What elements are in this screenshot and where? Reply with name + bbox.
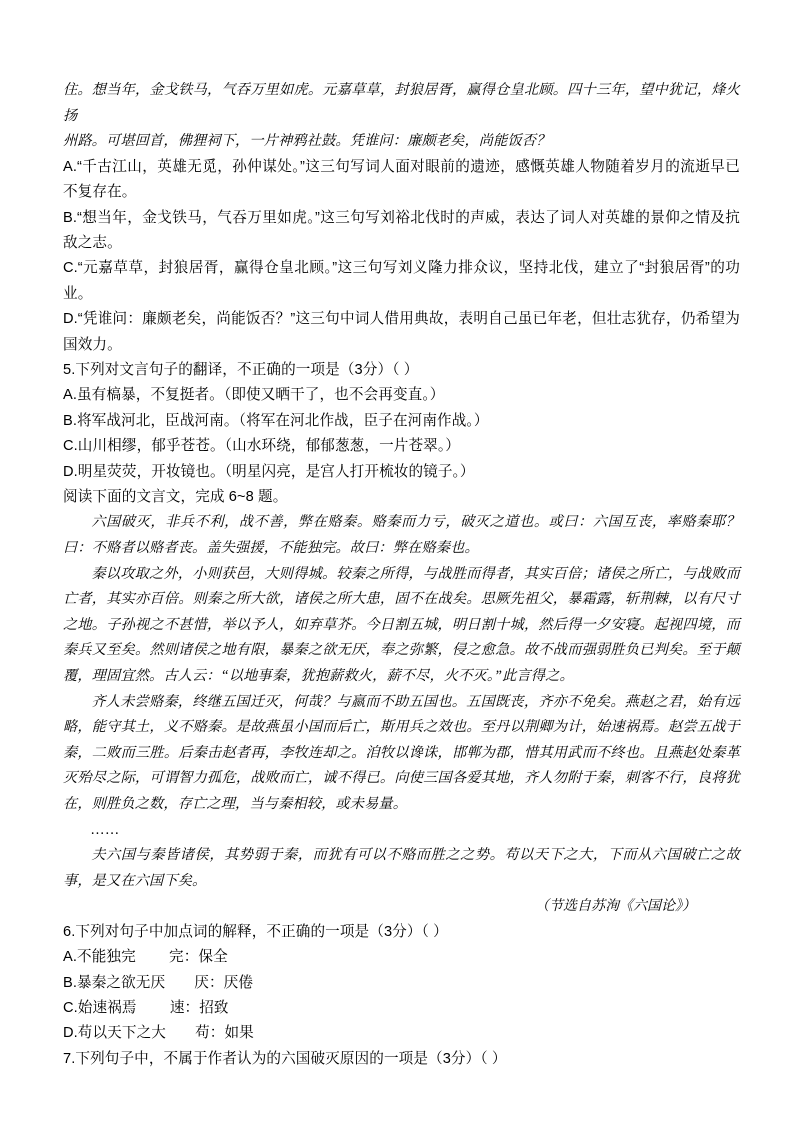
question4-option-a [63, 155, 740, 206]
question4-option-c [63, 256, 740, 307]
q6-label-d: D. [63, 1025, 78, 1042]
q6-gloss-b: 厌：厌倦 [194, 974, 254, 991]
option-text-d: “凭谁问：廉颇老矣，尚能饭否？”这三句中词人借用典故，表明自己虽已年老，但壮志犹存，仍希望为国效力。 [63, 311, 740, 353]
q6-pad-b [165, 975, 194, 991]
q6-gloss-d: 苟：如果 [195, 1025, 254, 1042]
question6-option-b [63, 971, 740, 996]
option-label-a: A. [63, 158, 77, 175]
q6-phrase-c: 始速祸焉 [77, 1000, 137, 1016]
passage-source-attribution: （节选自苏洵《六国论》） [535, 899, 696, 915]
poem-excerpt-line-2: 州路。可堪回首，佛狸祠下，一片神鸦社鼓。凭谁问：廉颇老矣，尚能饭否？ [63, 133, 551, 150]
option-label-d: D. [63, 311, 78, 328]
question7-stem: 7.下列句子中，不属于作者认为的六国破灭原因的一项是（3分）（ ） [63, 1050, 507, 1067]
question4-option-d [63, 307, 740, 358]
passage-ellipsis: …… [91, 821, 121, 838]
q6-phrase-b: 暴秦之欲无厌 [77, 974, 166, 991]
option-label-c: C. [63, 260, 78, 277]
q6-pad-a [136, 949, 169, 965]
question5-stem: 5.下列对文言句子的翻译，不正确的一项是（3分）（ ） [63, 362, 419, 379]
option-label-b: B. [63, 209, 77, 226]
passage-paragraph-2: 秦以攻取之外，小则获邑，大则得城。较秦之所得，与战胜而得者，其实百倍；诸侯之所亡，与战败而亡者，其实亦百倍。则秦之所大欲，诸侯之所大患，固不在战矣。思厥先祖父，暴霜露，斩荆棘，以有尺寸之地。子孙视之不甚惜，举以予人，如弃草芥。今日割五城，明日割十城，然后得一夕安寝。起视四境，而秦兵又至矣。然则诸侯之地有限，暴秦之欲无厌，奉之弥繁，侵之愈急。故不战而强弱胜负已判矣。至于颠覆，理固宜然。古人云：“以地事秦，犹抱薪救火，薪不尽，火不灭。”此言得之。 [63, 565, 740, 685]
q6-label-a: A. [63, 949, 77, 966]
q6-label-c: C. [63, 1000, 78, 1016]
passage-final-paragraph: 夫六国与秦皆诸侯，其势弱于秦，而犹有可以不赂而胜之之势。苟以天下之大，下而从六国破亡之故事，是又在六国下矣。 [63, 847, 740, 889]
poem-excerpt-line-1: 住。想当年，金戈铁马，气吞万里如虎。元嘉草草，封狼居胥，赢得仓皇北顾。四十三年，望中犹记，烽火扬 [63, 82, 740, 124]
q6-gloss-a: 完：保全 [169, 949, 228, 966]
question6-stem: 6.下列对句子中加点词的解释，不正确的一项是（3分）（ ） [63, 923, 448, 940]
option-text-a: “千古江山，英雄无觅，孙仲谋处。”这三句写词人面对眼前的遗迹，感慨英雄人物随着岁月的流逝早已不复存在。 [63, 158, 740, 201]
question5-option-b: B.将军战河北，臣战河南。（将军在河北作战，臣子在河南作战。） [63, 412, 489, 429]
question6-option-a [63, 945, 740, 970]
question5-option-d: D.明星荧荧，开妆镜也。（明星闪亮，是宫人打开梳妆的镜子。） [63, 463, 475, 480]
passage-paragraph-3: 齐人未尝赂秦，终继五国迁灭，何哉？与嬴而不助五国也。五国既丧，齐亦不免矣。燕赵之君，始有远略，能守其土，义不赂秦。是故燕虽小国而后亡，斯用兵之效也。至丹以荆卿为计，始速祸焉。赵尝五战于秦，二败而三胜。后秦击赵者再，李牧连却之。洎牧以谗诛，邯郸为郡，惜其用武而不终也。且燕赵处秦革灭殆尽之际，可谓智力孤危，战败而亡，诚不得已。向使三国各爱其地，齐人勿附于秦，刺客不行，良将犹在，则胜负之数，存亡之理，当与秦相较，或未易量。 [63, 693, 740, 812]
question5-option-a: A.虽有槁暴，不复挺者。（即使又晒干了，也不会再变直。） [63, 387, 445, 404]
q6-pad-c [137, 1000, 170, 1016]
q6-label-b: B. [63, 974, 77, 991]
q6-pad-d [166, 1025, 195, 1041]
q6-gloss-c: 速：招致 [169, 1000, 229, 1016]
q6-phrase-d: 苟以天下之大 [77, 1025, 166, 1042]
passage-paragraph-1: 六国破灭，非兵不利，战不善，弊在赂秦。赂秦而力亏，破灭之道也。或曰：六国互丧，率赂秦耶？曰：不赂者以赂者丧。盖失强援，不能独完。故曰：弊在赂秦也。 [63, 514, 740, 557]
question6-option-d [63, 1021, 740, 1046]
option-text-c: “元嘉草草，封狼居胥，赢得仓皇北顾。”这三句写刘义隆力排众议，坚持北伐，建立了“封狼居胥”的功业。 [63, 260, 740, 302]
q6-phrase-a: 不能独完 [77, 949, 136, 966]
reading-instruction: 阅读下面的文言文，完成 6~8 题。 [63, 489, 288, 506]
question6-option-c [63, 996, 740, 1021]
option-text-b: “想当年，金戈铁马，气吞万里如虎。”这三句写刘裕北伐时的声威，表达了词人对英雄的景仰之情及抗敌之志。 [63, 209, 740, 251]
question4-option-b [63, 206, 740, 257]
question5-option-c: C.山川相缪，郁乎苍苍。（山水环绕，郁郁葱葱，一片苍翠。） [63, 438, 460, 455]
